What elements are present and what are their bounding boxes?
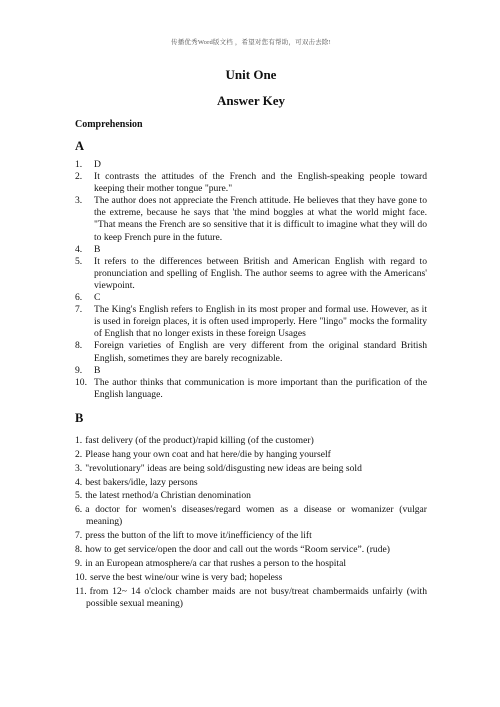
list-item <box>75 304 427 340</box>
item-text: The author thinks that communication is more important than the purification of the English language. <box>94 376 427 400</box>
part-b-list <box>75 435 427 610</box>
page-subtitle: Answer Key <box>216 93 285 108</box>
list-item <box>75 530 427 542</box>
item-text: the latest rnethod/a Christian denomination <box>85 490 251 502</box>
item-number: 10. <box>75 376 87 388</box>
item-text: in an European atmosphere/a car that rushes a person to the hospital <box>85 558 347 570</box>
item-number: 4. <box>75 243 83 255</box>
item-number: 8. <box>75 544 83 556</box>
item-text: a doctor for women's diseases/regard women as a disease or womanizer (vulgar meaning) <box>85 504 427 528</box>
list-item <box>75 477 427 489</box>
list-item <box>75 463 427 475</box>
list-item <box>75 544 427 556</box>
list-item <box>75 256 427 292</box>
list-item <box>75 340 427 364</box>
list-item <box>75 586 427 610</box>
item-number: 7. <box>75 530 83 542</box>
item-text: Foreign varieties of English are very different from the original standard British English, sometimes they are barely recognizable. <box>94 340 427 364</box>
item-text: Please hang your own coat and hat here/die by hanging yourself <box>85 448 331 460</box>
list-item <box>75 572 427 584</box>
list-item <box>75 377 427 401</box>
list-item <box>75 365 427 377</box>
item-number: 5. <box>75 255 83 267</box>
item-number: 2. <box>75 171 83 183</box>
item-number: 5. <box>75 490 83 502</box>
list-item <box>75 292 427 304</box>
item-text: C <box>94 292 101 304</box>
item-number: 3. <box>75 195 83 207</box>
item-number: 9. <box>75 558 83 570</box>
item-text: best bakers/idle, lazy persons <box>85 476 198 488</box>
item-text: The author does not appreciate the French attitude. He believes that they have gone to the extreme, because he says that 'the mind boggles at what the world might face. "That means the French are so sensitive that it is difficult to imagine what they will do to keep French pure in the future. <box>94 195 427 243</box>
section-heading: Comprehension <box>75 119 143 130</box>
part-a-label: A <box>75 139 85 153</box>
list-item <box>75 558 427 570</box>
part-b-label: B <box>75 410 84 425</box>
item-number: 1. <box>75 434 83 446</box>
list-item <box>75 504 427 528</box>
list-item <box>75 244 427 256</box>
item-number: 11. <box>75 585 87 597</box>
item-text: serve the best wine/our wine is very bad; hopeless <box>90 571 283 583</box>
item-number: 4. <box>75 476 83 488</box>
item-number: 9. <box>75 364 83 376</box>
list-item <box>75 171 427 195</box>
item-number: 1. <box>75 159 83 170</box>
item-text: press the button of the lift to move it/inefficiency of the lift <box>85 530 312 542</box>
item-text: B <box>94 364 101 376</box>
item-number: 8. <box>75 340 83 352</box>
list-item <box>75 159 427 171</box>
item-text: fast delivery (of the product)/rapid killing (of the customer) <box>85 434 314 446</box>
item-text: D <box>94 159 101 170</box>
list-item <box>75 449 427 461</box>
item-number: 7. <box>75 304 83 316</box>
item-text: B <box>94 243 101 255</box>
item-number: 3. <box>75 462 83 474</box>
item-text: from 12~ 14 o'clock chamber maids are not busy/treat chambermaids unfairly (with possible sexual meaning) <box>86 585 427 609</box>
item-text: It contrasts the attitudes of the French and the English-speaking people toward keeping their mother tongue "pure." <box>94 171 427 195</box>
page-title: Unit One <box>225 67 277 82</box>
list-item <box>75 435 427 447</box>
item-number: 6. <box>75 504 83 516</box>
item-text: It refers to the differences between British and American English with regard to pronunciation and spelling of English. The author seems to agree with the Americans' viewpoint. <box>94 255 427 291</box>
item-number: 2. <box>75 448 83 460</box>
part-a-list <box>75 159 427 401</box>
item-text: The King's English refers to English in its most proper and formal use. However, as it is used in foreign places, it is often used improperly. Here "lingo" mocks the formality of English that no longer exists in these foreign Usages <box>94 304 427 340</box>
list-item <box>75 195 427 243</box>
header-note: 传播优秀Word版文档 ，希望对您有帮助，可双击去除! <box>171 39 331 46</box>
item-text: "revolutionary" ideas are being sold/disgusting new ideas are being sold <box>85 462 362 474</box>
item-number: 6. <box>75 292 83 304</box>
list-item <box>75 490 427 502</box>
item-text: how to get service/open the door and call out the words “Room service”. (rude) <box>85 544 390 556</box>
item-number: 10. <box>75 571 87 583</box>
